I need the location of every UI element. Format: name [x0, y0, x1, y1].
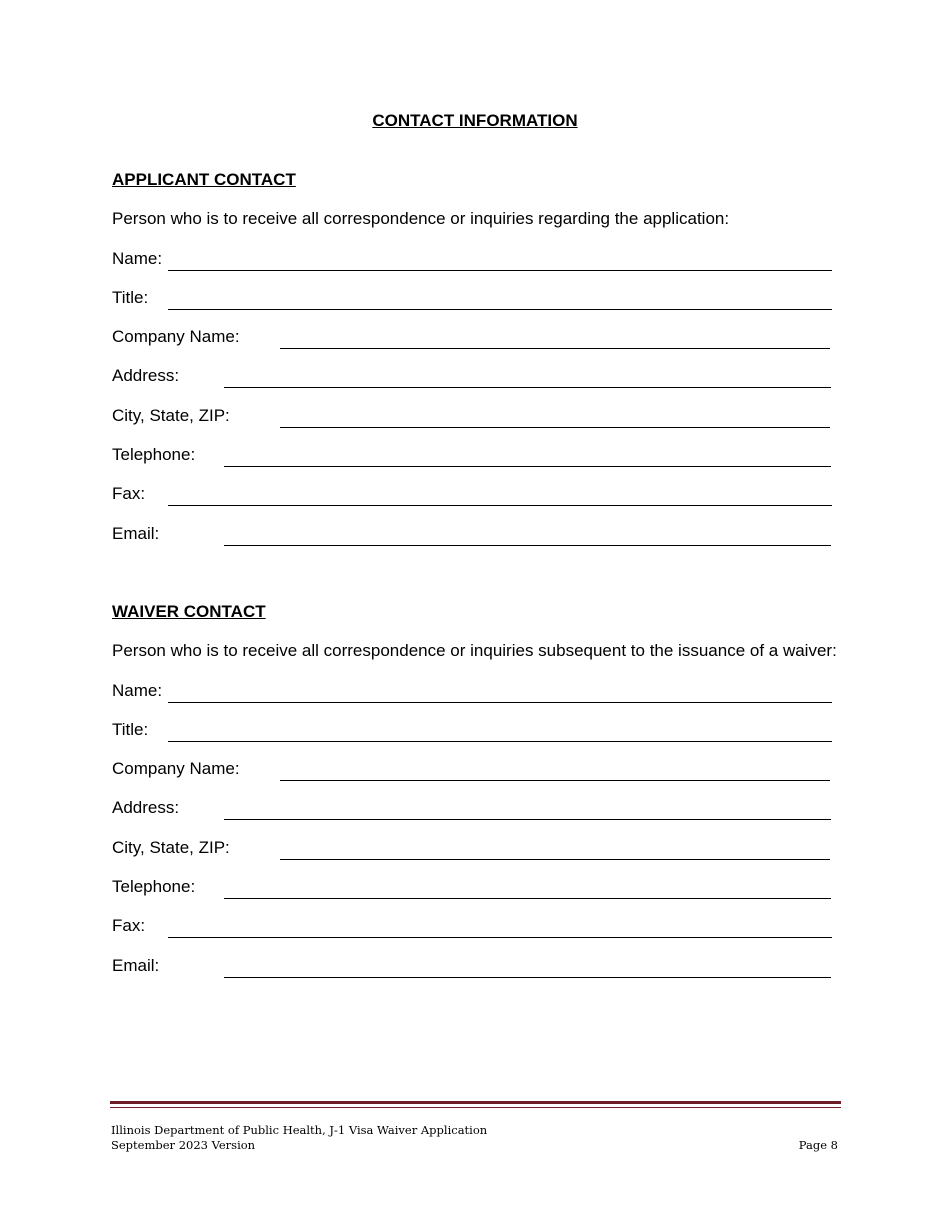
- waiver-city-row: [112, 838, 832, 860]
- waiver-email-field[interactable]: [224, 977, 831, 978]
- waiver-email-row: [112, 956, 832, 978]
- applicant-telephone-label: Telephone:: [112, 445, 196, 464]
- waiver-fax-row: [112, 916, 832, 938]
- applicant-telephone-row: [112, 445, 832, 467]
- waiver-title-field[interactable]: [168, 741, 832, 742]
- applicant-email-label: Email:: [112, 524, 160, 543]
- waiver-title-row: [112, 720, 832, 742]
- applicant-address-row: [112, 366, 832, 388]
- waiver-contact-intro: Person who is to receive all correspondence or inquiries subsequent to the issuance of a waiver:: [112, 641, 837, 660]
- applicant-title-row: [112, 288, 832, 310]
- waiver-address-row: [112, 798, 832, 820]
- applicant-contact-intro: Person who is to receive all correspondence or inquiries regarding the application:: [112, 209, 730, 228]
- applicant-email-field[interactable]: [224, 545, 831, 546]
- waiver-address-label: Address:: [112, 798, 180, 817]
- waiver-company-row: [112, 759, 832, 781]
- applicant-fax-label: Fax:: [112, 484, 146, 503]
- applicant-address-field[interactable]: [224, 387, 831, 388]
- waiver-fax-field[interactable]: [168, 937, 832, 938]
- waiver-email-label: Email:: [112, 956, 160, 975]
- waiver-name-label: Name:: [112, 681, 163, 700]
- waiver-company-field[interactable]: [280, 780, 830, 781]
- waiver-name-field[interactable]: [168, 702, 832, 703]
- waiver-company-label: Company Name:: [112, 759, 240, 778]
- waiver-telephone-row: [112, 877, 832, 899]
- footer-agency: Illinois Department of Public Health, J-1 Visa Waiver Application: [111, 1123, 488, 1137]
- applicant-company-field[interactable]: [280, 348, 830, 349]
- applicant-company-row: [112, 327, 832, 349]
- waiver-address-field[interactable]: [224, 819, 831, 820]
- applicant-company-label: Company Name:: [112, 327, 240, 346]
- waiver-telephone-field[interactable]: [224, 898, 831, 899]
- waiver-fax-label: Fax:: [112, 916, 146, 935]
- footer-rule-thick: [110, 1101, 841, 1104]
- waiver-city-label: City, State, ZIP:: [112, 838, 230, 857]
- applicant-name-row: [112, 249, 832, 271]
- applicant-fax-field[interactable]: [168, 505, 832, 506]
- footer-text: [111, 1123, 487, 1153]
- footer-version: September 2023 Version: [111, 1138, 256, 1152]
- waiver-city-field[interactable]: [280, 859, 830, 860]
- applicant-title-label: Title:: [112, 288, 149, 307]
- applicant-address-label: Address:: [112, 366, 180, 385]
- page-number: Page 8: [798, 1138, 838, 1152]
- applicant-name-field[interactable]: [168, 270, 832, 271]
- waiver-contact-heading: WAIVER CONTACT: [112, 602, 266, 621]
- applicant-name-label: Name:: [112, 249, 163, 268]
- waiver-title-label: Title:: [112, 720, 149, 739]
- waiver-name-row: [112, 681, 832, 703]
- applicant-city-label: City, State, ZIP:: [112, 406, 230, 425]
- applicant-email-row: [112, 524, 832, 546]
- applicant-title-field[interactable]: [168, 309, 832, 310]
- applicant-telephone-field[interactable]: [224, 466, 831, 467]
- page-title: CONTACT INFORMATION: [372, 111, 578, 130]
- applicant-fax-row: [112, 484, 832, 506]
- footer-rule-thin: [110, 1107, 841, 1108]
- applicant-city-field[interactable]: [280, 427, 830, 428]
- applicant-contact-heading: APPLICANT CONTACT: [112, 170, 296, 189]
- applicant-city-row: [112, 406, 832, 428]
- waiver-telephone-label: Telephone:: [112, 877, 196, 896]
